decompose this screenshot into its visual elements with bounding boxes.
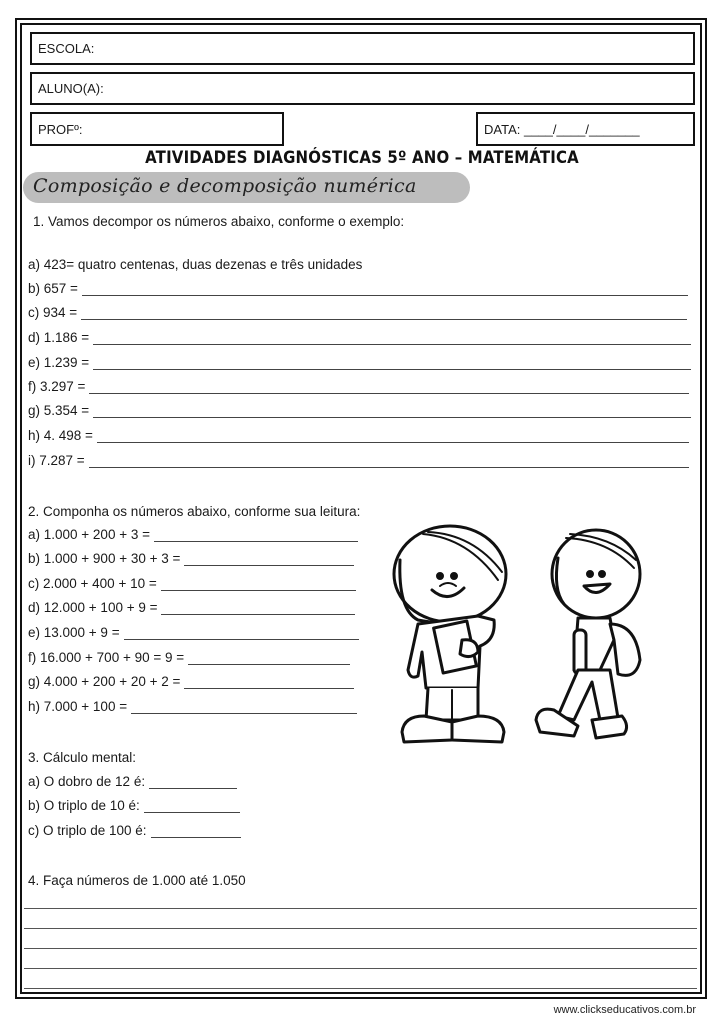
- children-illustration-icon: [378, 520, 668, 752]
- worksheet-title: ATIVIDADES DIAGNÓSTICAS 5º ANO – MATEMÁTICA: [145, 148, 579, 168]
- q1-item-label: c) 934 =: [28, 305, 78, 320]
- answer-blank[interactable]: [97, 428, 689, 443]
- q1-item-f: [28, 379, 689, 394]
- q1-item-b: [28, 281, 688, 296]
- writing-line[interactable]: [24, 928, 697, 929]
- answer-blank[interactable]: [124, 625, 359, 640]
- q3-item-label: b) O triplo de 10 é:: [28, 798, 140, 813]
- answer-blank[interactable]: [161, 600, 355, 615]
- answer-blank[interactable]: [93, 330, 691, 345]
- school-field[interactable]: [30, 32, 695, 65]
- q1-item-label: g) 5.354 =: [28, 403, 90, 418]
- q1-item-g: [28, 403, 691, 418]
- teacher-field[interactable]: [30, 112, 284, 146]
- footer-website: www.clickseducativos.com.br: [553, 1004, 696, 1016]
- q2-item-f: [28, 650, 350, 665]
- girl-figure: [394, 526, 506, 742]
- q1-item-label: e) 1.239 =: [28, 355, 90, 370]
- q1-item-h: [28, 428, 689, 443]
- teacher-label: PROFº:: [38, 121, 83, 137]
- q3-item-b: [28, 798, 240, 813]
- answer-blank[interactable]: [184, 674, 354, 689]
- answer-blank[interactable]: [82, 281, 688, 296]
- q2-item-a: [28, 527, 358, 542]
- q2-item-d: [28, 600, 355, 615]
- q3-item-a: [28, 774, 237, 789]
- boy-figure: [536, 530, 640, 738]
- writing-line[interactable]: [24, 908, 697, 909]
- answer-blank[interactable]: [161, 576, 356, 591]
- q3-item-c: [28, 823, 241, 838]
- school-label: ESCOLA:: [38, 41, 95, 56]
- answer-blank[interactable]: [154, 527, 358, 542]
- q2-item-h: [28, 699, 357, 714]
- q1-item-label: d) 1.186 =: [28, 330, 90, 345]
- q1-item-label: i) 7.287 =: [28, 453, 85, 468]
- answer-blank[interactable]: [151, 823, 241, 838]
- writing-line[interactable]: [24, 988, 697, 989]
- q2-item-g: [28, 674, 354, 689]
- answer-blank[interactable]: [149, 774, 237, 789]
- q2-item-label: c) 2.000 + 400 + 10 =: [28, 576, 157, 591]
- answer-blank[interactable]: [131, 699, 357, 714]
- answer-blank[interactable]: [184, 551, 354, 566]
- answer-blank[interactable]: [89, 453, 689, 468]
- q3-item-label: a) O dobro de 12 é:: [28, 774, 146, 789]
- date-field[interactable]: [476, 112, 695, 146]
- q1-example: a) 423= quatro centenas, duas dezenas e três unidades: [28, 257, 363, 272]
- q1-prompt: 1. Vamos decompor os números abaixo, conforme o exemplo:: [33, 214, 405, 229]
- q2-item-e: [28, 625, 359, 640]
- q1-item-e: [28, 355, 691, 370]
- subtitle-banner: [23, 172, 470, 203]
- q2-item-label: h) 7.000 + 100 =: [28, 699, 128, 714]
- q2-item-b: [28, 551, 354, 566]
- answer-blank[interactable]: [188, 650, 350, 665]
- q1-item-label: f) 3.297 =: [28, 379, 86, 394]
- answer-blank[interactable]: [89, 379, 689, 394]
- q2-item-c: [28, 576, 356, 591]
- student-label: ALUNO(A):: [38, 81, 104, 96]
- q1-item-label: b) 657 =: [28, 281, 78, 296]
- q2-prompt: 2. Componha os números abaixo, conforme sua leitura:: [28, 504, 361, 519]
- date-label: DATA: ____/____/_______: [484, 121, 640, 137]
- q2-item-label: b) 1.000 + 900 + 30 + 3 =: [28, 551, 181, 566]
- q2-item-label: a) 1.000 + 200 + 3 =: [28, 527, 150, 542]
- subtitle-text: Composição e decomposição numérica: [33, 175, 417, 197]
- writing-line[interactable]: [24, 948, 697, 949]
- q1-item-i: [28, 453, 689, 468]
- answer-blank[interactable]: [144, 798, 240, 813]
- q2-item-label: g) 4.000 + 200 + 20 + 2 =: [28, 674, 181, 689]
- writing-line[interactable]: [24, 968, 697, 969]
- q1-item-label: h) 4. 498 =: [28, 428, 93, 443]
- q3-item-label: c) O triplo de 100 é:: [28, 823, 147, 838]
- q4-prompt: 4. Faça números de 1.000 até 1.050: [28, 873, 246, 888]
- student-field[interactable]: [30, 72, 695, 105]
- answer-blank[interactable]: [93, 355, 691, 370]
- q2-item-label: f) 16.000 + 700 + 90 = 9 =: [28, 650, 185, 665]
- q1-item-d: [28, 330, 691, 345]
- q2-item-label: d) 12.000 + 100 + 9 =: [28, 600, 158, 615]
- answer-blank[interactable]: [81, 305, 687, 320]
- q3-prompt: 3. Cálculo mental:: [28, 750, 137, 765]
- q2-item-label: e) 13.000 + 9 =: [28, 625, 120, 640]
- answer-blank[interactable]: [93, 403, 691, 418]
- q1-item-c: [28, 305, 687, 320]
